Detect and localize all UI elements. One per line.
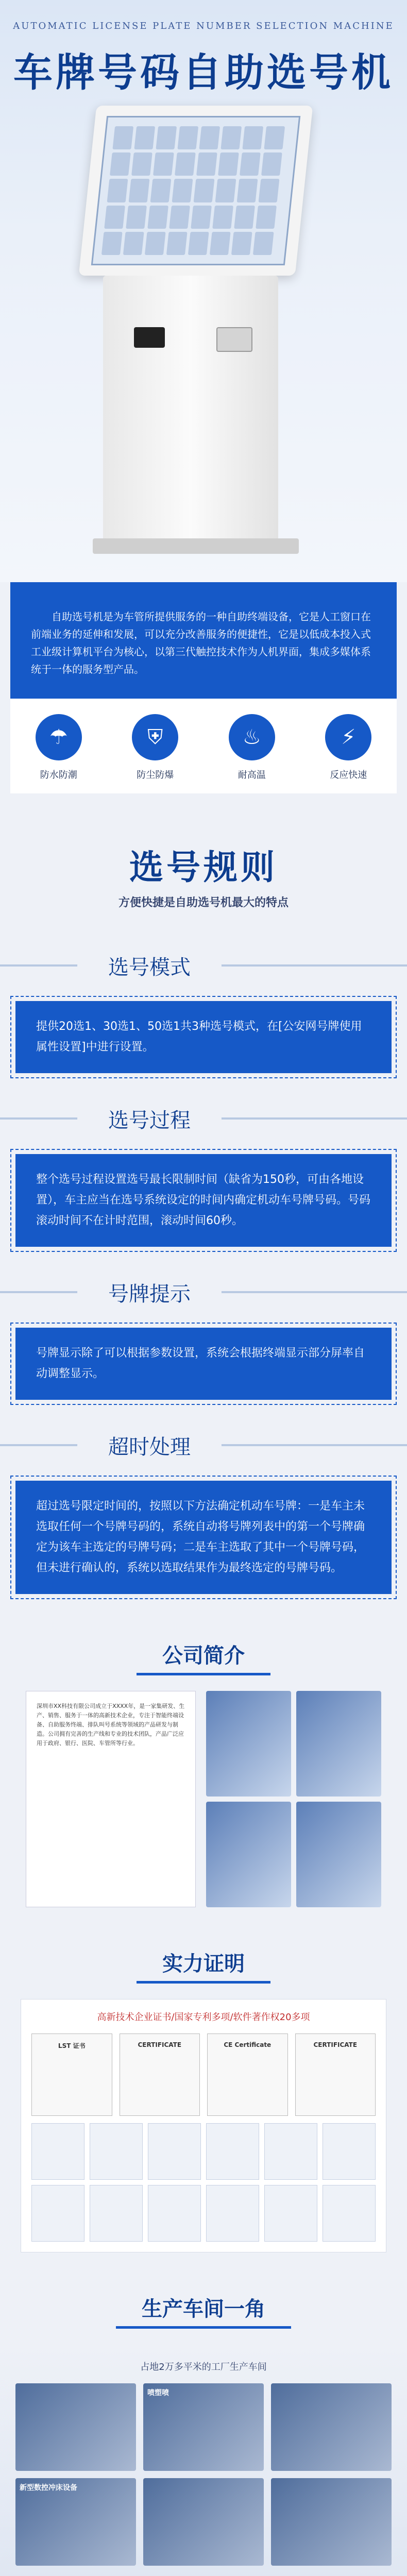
card-slot [134, 327, 165, 348]
certificate: CERTIFICATE [295, 2033, 376, 2116]
patent-grid [31, 2123, 376, 2242]
factory-photo-label: 喷塑喷 [147, 2389, 169, 2397]
section-title [0, 2289, 407, 2329]
umbrella-icon: ☂ [36, 714, 82, 760]
rule-title: 号牌提示 [77, 1273, 222, 1312]
feature-item [310, 714, 387, 781]
strength-panel [21, 1999, 386, 2252]
patent-document [148, 2185, 201, 2242]
lightning-icon: ⚡ [325, 714, 371, 760]
rule-body [10, 1149, 397, 1252]
intro-text: 自助选号机是为车管所提供服务的一种自助终端设备，它是人工窗口在前端业务的延伸和发展，可以充分改善服务的便捷性，它是以低成本投入式工业级计算机平台为核心，以第三代触控技术作为人机界面，集成多媒体系统于一体的服务型产品。 [31, 611, 371, 675]
strength-section [0, 1943, 407, 2252]
patent-document [323, 2185, 376, 2242]
feature-item [116, 714, 194, 781]
rule-block-mode [0, 946, 407, 1078]
company-photo [296, 1802, 381, 1907]
hero-banner [0, 0, 407, 582]
patent-document [264, 2123, 317, 2180]
feature-label: 防水防潮 [40, 770, 77, 781]
patent-document [90, 2123, 143, 2180]
factory-photo [271, 2383, 392, 2471]
rule-body [10, 1323, 397, 1405]
factory-section [0, 2289, 407, 2576]
rule-body [10, 1476, 397, 1599]
company-title: 公司简介 [137, 1635, 270, 1675]
certificate-grid [31, 2033, 376, 2116]
section-title [0, 1635, 407, 1675]
company-section [0, 1635, 407, 1907]
kiosk-base [93, 538, 299, 554]
patent-document [90, 2185, 143, 2242]
patent-document [206, 2123, 259, 2180]
rule-title: 选号过程 [77, 1099, 222, 1139]
feature-label: 耐高温 [238, 770, 266, 781]
thermometer-icon: ♨ [229, 714, 275, 760]
factory-photo [15, 2478, 136, 2566]
rule-title: 选号模式 [77, 946, 222, 986]
company-photo [206, 1802, 291, 1907]
factory-photo [143, 2478, 264, 2566]
company-document: 深圳市XX科技有限公司成立于XXXX年，是一家集研发、生产、销售、服务于一体的高新技术企业，专注于智能终端设备、自助服务终端、排队叫号系统等领域的产品研发与制造。公司拥有完善的生产线和专业的技术团队，产品广泛应用于政府、银行、医院、车管所等行业。 [26, 1691, 196, 1907]
rule-block-process [0, 1099, 407, 1252]
rule-block-timeout [0, 1426, 407, 1599]
patent-document [148, 2123, 201, 2180]
factory-photos [15, 2383, 392, 2566]
company-photo [296, 1691, 381, 1797]
company-content [26, 1691, 381, 1907]
feature-item [213, 714, 291, 781]
factory-caption: 占地2万多平米的工厂生产车间 [140, 2362, 267, 2372]
rule-title: 超时处理 [77, 1426, 222, 1465]
factory-photo [143, 2383, 264, 2471]
patent-document [31, 2123, 84, 2180]
patent-document [323, 2123, 376, 2180]
section-title [0, 1943, 407, 1984]
rule-block-prompt [0, 1273, 407, 1405]
kiosk-image [88, 106, 304, 554]
rules-title: 选号规则 [129, 848, 278, 887]
factory-title: 生产车间一角 [116, 2289, 291, 2329]
patent-document [264, 2185, 317, 2242]
rule-text: 号牌显示除了可以根据参数设置，系统会根据终端显示部分屏率自动调整显示。 [15, 1328, 392, 1400]
hero-title: 车牌号码自助选号机 [13, 49, 394, 95]
company-photos [206, 1691, 381, 1907]
factory-photo [271, 2478, 392, 2566]
strength-caption: 高新技术企业证书/国家专利多项/软件著作权20多项 [97, 2012, 310, 2023]
printer-slot [216, 327, 252, 352]
rule-text: 提供20选1、30选1、50选1共3种选号模式，在[公安网号牌使用属性设置]中进行设置。 [15, 1001, 392, 1073]
factory-panel [0, 2344, 407, 2576]
certificate: CE Certificate [207, 2033, 288, 2116]
rules-subtitle: 方便快捷是自助选号机最大的特点 [118, 896, 289, 909]
certificate: LST 证书 [31, 2033, 112, 2116]
shield-icon: ⛨ [132, 714, 178, 760]
rule-body [10, 996, 397, 1078]
hero-subtitle: AUTOMATIC LICENSE PLATE NUMBER SELECTION MACHINE [13, 21, 394, 31]
rules-header [0, 793, 407, 925]
feature-label: 防尘防爆 [137, 770, 174, 781]
factory-photo-label: 新型数控冲床设备 [20, 2484, 77, 2492]
strength-title: 实力证明 [137, 1943, 270, 1984]
kiosk-screen-frame [79, 106, 313, 276]
company-photo [206, 1691, 291, 1797]
patent-document [31, 2185, 84, 2242]
factory-photo [15, 2383, 136, 2471]
certificate: CERTIFICATE [120, 2033, 200, 2116]
rule-text: 整个选号过程设置选号最长限制时间（缺省为150秒，可由各地设置），车主应当在选号系统设定的时间内确定机动车号牌号码。号码滚动时间不在计时范围，滚动时间60秒。 [15, 1154, 392, 1247]
feature-label: 反应快速 [330, 770, 367, 781]
intro-box [10, 582, 397, 699]
kiosk-screen-keys [101, 126, 285, 255]
patent-document [206, 2185, 259, 2242]
kiosk-body [103, 276, 278, 554]
rule-text: 超过选号限定时间的，按照以下方法确定机动车号牌：一是车主未选取任何一个号牌号码的，系统自动将号牌列表中的第一个号牌确定为该车主选定的号牌号码；二是车主选取了其中一个号牌号码，但未进行确认的，系统以选取结果作为最终选定的号牌号码。 [15, 1481, 392, 1594]
feature-item [20, 714, 97, 781]
feature-list [10, 699, 397, 793]
